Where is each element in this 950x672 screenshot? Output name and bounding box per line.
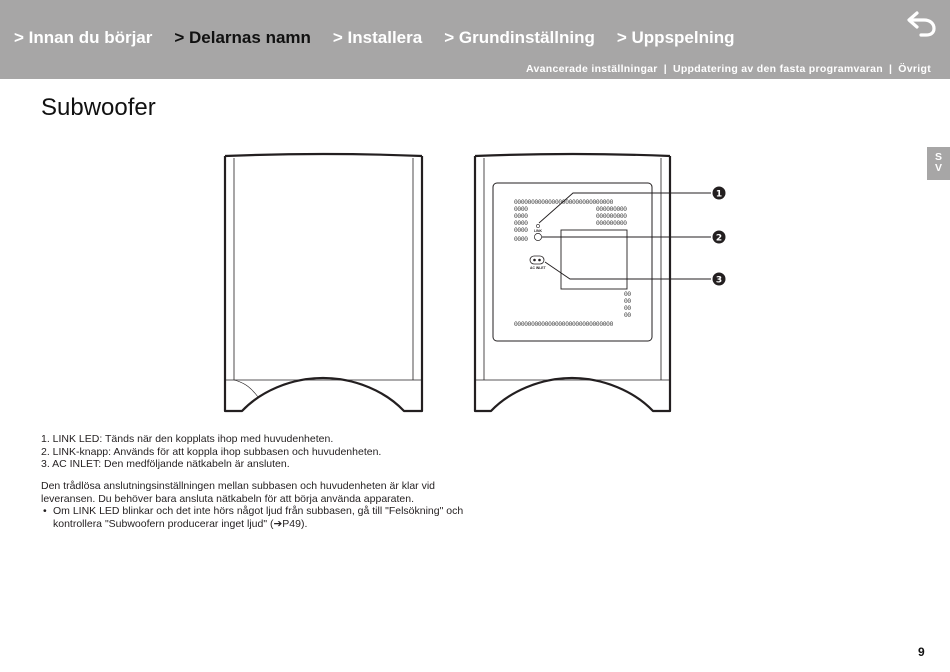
note-bullets xyxy=(41,505,481,530)
subnav-separator: | xyxy=(663,63,667,75)
subnav-separator: | xyxy=(889,63,893,75)
ac-inlet xyxy=(530,256,544,264)
sub-nav xyxy=(526,63,931,75)
subnav-uppdatering[interactable]: Uppdatering av den fasta programvaran xyxy=(672,63,884,75)
nav-grundinstallning[interactable]: > Grundinställning xyxy=(444,28,595,47)
svg-text:3: 3 xyxy=(715,275,723,286)
callout-1 xyxy=(713,187,726,200)
svg-text:0000: 0000 xyxy=(514,236,528,243)
nav-innan-du-borjar[interactable]: > Innan du börjar xyxy=(14,28,153,47)
svg-text:0000: 0000 xyxy=(514,220,528,227)
link-label: LINK xyxy=(534,229,542,233)
ac-inlet-label: AC INLET xyxy=(530,266,546,270)
svg-text:00: 00 xyxy=(624,305,631,312)
svg-text:0000: 0000 xyxy=(514,206,528,213)
language-letter: S xyxy=(934,151,942,163)
page-title: Subwoofer xyxy=(41,94,156,121)
nav-delarnas-namn[interactable]: > Delarnas namn xyxy=(174,28,311,47)
svg-text:000000000: 000000000 xyxy=(596,206,627,213)
svg-text:00000000000000000000000000000: 00000000000000000000000000000 xyxy=(514,321,613,328)
svg-text:00000000000000000000000000000: 00000000000000000000000000000 xyxy=(514,199,613,206)
nav-installera[interactable]: > Installera xyxy=(332,28,423,47)
callout-3 xyxy=(713,273,726,286)
bullet-item: • Om LINK LED blinkar och det inte hörs något ljud från subbasen, gå till "Felsökning" och kontrollera "Subwoofern producerar inget ljud" (➔P49). xyxy=(41,505,481,530)
svg-text:1: 1 xyxy=(715,189,723,200)
link-button xyxy=(534,233,541,240)
top-navigation-bar xyxy=(0,0,950,79)
svg-text:000000000: 000000000 xyxy=(596,213,627,220)
callout-2 xyxy=(713,231,726,244)
svg-text:000000000: 000000000 xyxy=(596,220,627,227)
list-item: 3. AC INLET: Den medföljande nätkabeln är ansluten. xyxy=(41,458,290,470)
nav-uppspelning[interactable]: > Uppspelning xyxy=(616,28,735,47)
return-arrow-icon[interactable] xyxy=(906,9,938,37)
language-letter: V xyxy=(934,162,942,174)
subwoofer-front-view xyxy=(225,154,422,411)
language-tab xyxy=(927,147,950,180)
main-nav xyxy=(14,28,756,48)
subwoofer-diagram xyxy=(218,150,738,415)
page-number: 9 xyxy=(918,645,925,659)
svg-text:00: 00 xyxy=(624,312,631,319)
list-item: 1. LINK LED: Tänds när den kopplats ihop med huvudenheten. xyxy=(41,433,334,445)
subnav-avancerade-installningar[interactable]: Avancerade inställningar xyxy=(526,63,658,75)
svg-text:0000: 0000 xyxy=(514,227,528,234)
link-led xyxy=(536,224,539,227)
svg-text:00: 00 xyxy=(624,298,631,305)
svg-text:2: 2 xyxy=(715,233,723,244)
subnav-ovrigt[interactable]: Övrigt xyxy=(898,63,931,75)
list-item: 2. LINK-knapp: Används för att koppla ihop subbasen och huvudenheten. xyxy=(41,445,382,458)
svg-text:00: 00 xyxy=(624,291,631,298)
parts-list xyxy=(41,433,381,471)
description-paragraph: Den trådlösa anslutningsinställningen mellan subbasen och huvudenheten är klar vid leveransen. Du behöver bara ansluta nätkabeln för att börja använda apparaten. xyxy=(41,480,436,505)
svg-text:0000: 0000 xyxy=(514,213,528,220)
